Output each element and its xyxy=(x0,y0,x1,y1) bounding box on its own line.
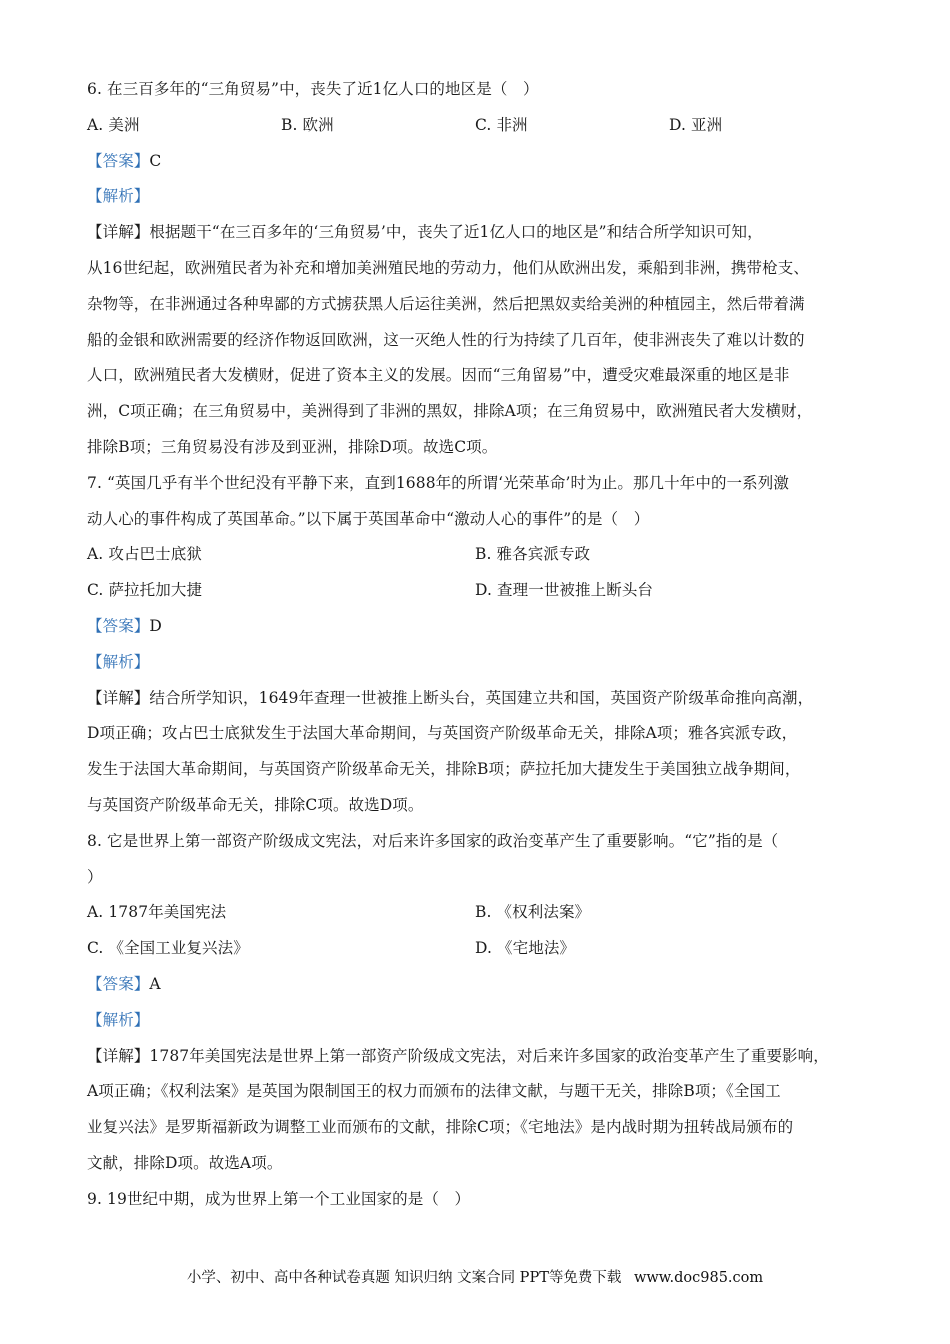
document-content xyxy=(87,72,873,1218)
answer-value: D xyxy=(149,616,162,635)
detail-line: 业复兴法》是罗斯福新政为调整工业而颁布的文献，排除C项；《宅地法》是内战时期为扭转战局颁布的 xyxy=(87,1118,794,1137)
answer-value: C xyxy=(149,151,162,170)
detail-line xyxy=(87,681,873,717)
question-stem: 9. 19世纪中期，成为世界上第一个工业国家的是（ ） xyxy=(87,1189,471,1208)
option-b: B. 《权利法案》 xyxy=(475,903,591,922)
option-a: A. 美洲 xyxy=(87,115,140,134)
option-d: D. 亚洲 xyxy=(669,115,723,134)
options-row xyxy=(87,537,873,573)
question-stem: ） xyxy=(87,867,103,886)
detail-text: 结合所学知识，1649年查理一世被推上断头台，英国建立共和国，英国资产阶级革命推向高潮， xyxy=(149,688,814,707)
detail-line xyxy=(87,215,873,251)
detail-line: 人口，欧洲殖民者大发横财，促进了资本主义的发展。因而“三角留易”中，遭受灾难最深重的地区是非 xyxy=(87,366,790,385)
option-d: D. 查理一世被推上断头台 xyxy=(475,581,654,600)
option-a: A. 攻占巴士底狱 xyxy=(87,545,202,564)
detail-line: 排除B项；三角贸易没有涉及到亚洲，排除D项。故选C项。 xyxy=(87,437,498,456)
answer-value: A xyxy=(149,974,161,993)
question-6 xyxy=(87,72,873,466)
options-row xyxy=(87,108,873,144)
answer-tag: 【答案】 xyxy=(87,974,150,993)
answer-line xyxy=(87,609,873,645)
question-stem: 动人心的事件构成了英国革命。”以下属于英国革命中“激动人心的事件”的是（ ） xyxy=(87,509,650,528)
question-stem: 6. 在三百多年的“三角贸易”中，丧失了近1亿人口的地区是（ ） xyxy=(87,80,539,98)
detail-line xyxy=(87,1039,873,1075)
footer-link[interactable]: www.doc985.com xyxy=(633,1270,764,1286)
analysis-tag: 【解析】 xyxy=(87,1010,150,1029)
detail-line: 发生于法国大革命期间，与英国资产阶级革命无关，排除B项；萨拉托加大捷发生于美国独立战争期间， xyxy=(87,760,801,779)
option-d: D. 《宅地法》 xyxy=(475,939,576,958)
page-footer xyxy=(0,1266,950,1287)
detail-text: 1787年美国宪法是世界上第一部资产阶级成文宪法，对后来许多国家的政治变革产生了重要影响， xyxy=(149,1046,829,1065)
detail-line: 与英国资产阶级革命无关，排除C项。故选D项。 xyxy=(87,795,424,814)
detail-line: 船的金银和欧洲需要的经济作物返回欧洲，这一灭绝人性的行为持续了几百年，使非洲丧失了难以计数的 xyxy=(87,330,805,349)
analysis-tag: 【解析】 xyxy=(87,187,150,206)
detail-tag: 【详解】 xyxy=(87,688,150,707)
detail-text: 根据题干“在三百多年的‘三角贸易’中，丧失了近1亿人口的地区是”和结合所学知识可知， xyxy=(149,223,763,242)
option-c: C. 非洲 xyxy=(475,115,528,134)
question-8 xyxy=(87,824,873,1182)
option-b: B. 欧洲 xyxy=(281,115,334,134)
answer-line xyxy=(87,967,873,1003)
answer-line xyxy=(87,144,873,180)
detail-line: 文献，排除D项。故选A项。 xyxy=(87,1153,283,1172)
question-stem: 7. “英国几乎有半个世纪没有平静下来，直到1688年的所谓‘光荣革命’时为止。那几十年中的一系列激 xyxy=(87,473,789,492)
option-a: A. 1787年美国宪法 xyxy=(87,903,227,922)
detail-line: 洲，C项正确；在三角贸易中，美洲得到了非洲的黑奴，排除A项；在三角贸易中，欧洲殖民者大发横财， xyxy=(87,402,813,421)
option-b: B. 雅各宾派专政 xyxy=(475,545,591,564)
answer-tag: 【答案】 xyxy=(87,151,150,170)
option-c: C. 萨拉托加大捷 xyxy=(87,581,203,600)
detail-line: 杂物等，在非洲通过各种卑鄙的方式掳获黑人后运往美洲，然后把黑奴卖给美洲的种植园主，然后带着满 xyxy=(87,294,805,313)
options-row xyxy=(87,895,873,931)
detail-tag: 【详解】 xyxy=(87,1046,150,1065)
answer-tag: 【答案】 xyxy=(87,616,150,635)
option-c: C. 《全国工业复兴法》 xyxy=(87,939,249,958)
detail-line: 从16世纪起，欧洲殖民者为补充和增加美洲殖民地的劳动力，他们从欧洲出发，乘船到非洲，携带枪支、 xyxy=(87,258,809,277)
question-7 xyxy=(87,466,873,824)
detail-line: D项正确；攻占巴士底狱发生于法国大革命期间，与英国资产阶级革命无关，排除A项；雅各宾派专政， xyxy=(87,724,798,743)
options-row xyxy=(87,931,873,967)
analysis-tag: 【解析】 xyxy=(87,652,150,671)
question-9 xyxy=(87,1182,873,1218)
footer-text: 小学、初中、高中各种试卷真题 知识归纳 文案合同 PPT等免费下载 xyxy=(186,1270,622,1286)
detail-line: A项正确；《权利法案》是英国为限制国王的权力而颁布的法律文献，与题干无关，排除B项；《全国工 xyxy=(87,1082,781,1101)
question-stem: 8. 它是世界上第一部资产阶级成文宪法，对后来许多国家的政治变革产生了重要影响。“它”指的是（ xyxy=(87,831,779,850)
options-row xyxy=(87,573,873,609)
detail-tag: 【详解】 xyxy=(87,223,150,242)
